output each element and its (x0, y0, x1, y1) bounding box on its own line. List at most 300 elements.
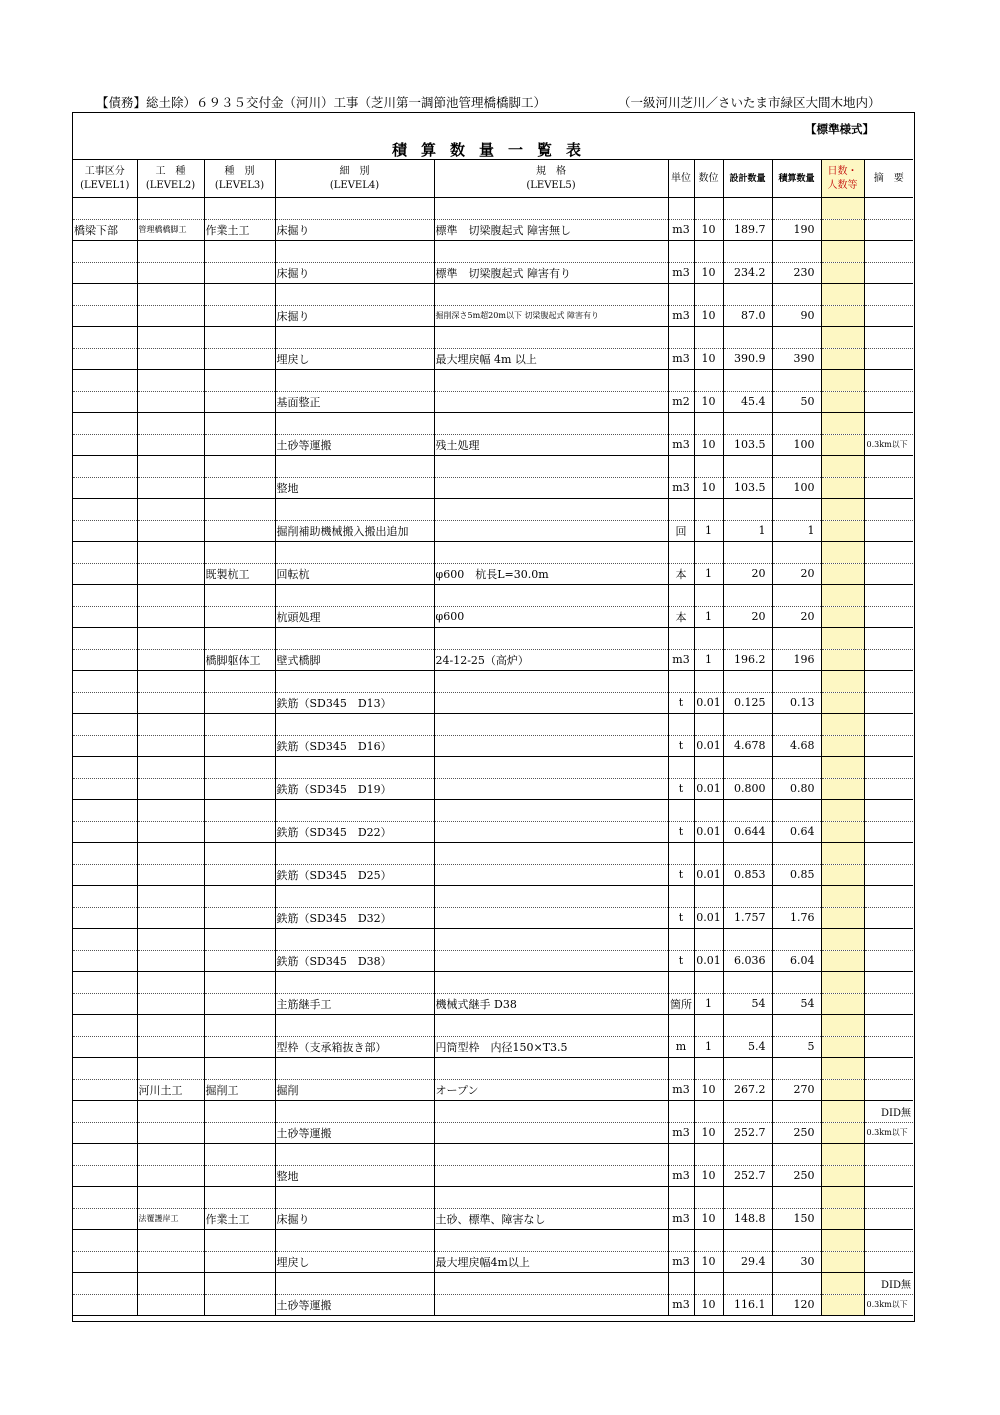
cell-l1 (73, 305, 137, 327)
cell-l5 (434, 692, 668, 714)
cell-empty (204, 800, 275, 822)
cell-l1 (73, 606, 137, 628)
cell-calc: 6.04 (772, 950, 821, 972)
table-row (73, 563, 913, 585)
table-row (73, 219, 913, 241)
cell-empty (73, 456, 137, 478)
cell-empty (723, 757, 772, 779)
cell-empty (434, 843, 668, 865)
table-row (73, 821, 913, 843)
cell-empty (204, 972, 275, 994)
cell-l3 (204, 1294, 275, 1316)
cell-empty (821, 972, 864, 994)
cell-empty (694, 671, 723, 693)
cell-empty (204, 714, 275, 736)
cell-l3 (204, 1122, 275, 1144)
cell-empty (668, 413, 694, 435)
cell-empty (137, 241, 204, 263)
cell-note (864, 993, 913, 1015)
cell-empty (821, 327, 864, 349)
spacer-row (73, 1101, 913, 1123)
cell-empty (821, 929, 864, 951)
cell-empty (434, 714, 668, 736)
cell-empty (275, 972, 434, 994)
col-level3-header: 種 別 (LEVEL3) (204, 160, 275, 198)
cell-empty (204, 929, 275, 951)
cell-unit: t (668, 907, 694, 929)
cell-days (821, 907, 864, 929)
cell-l4: 掘削 (275, 1079, 434, 1101)
spacer-row (73, 1058, 913, 1080)
cell-l2 (137, 864, 204, 886)
cell-days (821, 1165, 864, 1187)
cell-days (821, 1208, 864, 1230)
cell-unit: m3 (668, 434, 694, 456)
cell-l4: 鉄筋（SD345 D38） (275, 950, 434, 972)
cell-design: 148.8 (723, 1208, 772, 1230)
cell-digit: 10 (694, 477, 723, 499)
cell-empty (204, 1230, 275, 1252)
cell-empty (772, 241, 821, 263)
cell-l3 (204, 1036, 275, 1058)
cell-empty (864, 327, 913, 349)
cell-empty (73, 972, 137, 994)
cell-days (821, 606, 864, 628)
cell-l2 (137, 692, 204, 714)
cell-note (864, 391, 913, 413)
cell-l4 (275, 198, 434, 220)
cell-calc: 120 (772, 1294, 821, 1316)
cell-l5 (434, 391, 668, 413)
cell-empty (821, 1058, 864, 1080)
cell-note (864, 950, 913, 972)
cell-empty (275, 413, 434, 435)
cell-l3 (204, 520, 275, 542)
cell-l2 (137, 520, 204, 542)
cell-calc: 100 (772, 434, 821, 456)
cell-digit: 10 (694, 1165, 723, 1187)
col-level1-header: 工事区分 (LEVEL1) (73, 160, 137, 198)
spacer-row (73, 714, 913, 736)
cell-unit: t (668, 735, 694, 757)
cell-empty (694, 1101, 723, 1123)
cell-empty (137, 714, 204, 736)
cell-empty (772, 585, 821, 607)
spacer-row (73, 1230, 913, 1252)
spacer-row (73, 929, 913, 951)
cell-empty (434, 1144, 668, 1166)
cell-empty (723, 499, 772, 521)
cell-empty (821, 284, 864, 306)
cell-design: 6.036 (723, 950, 772, 972)
cell-design: 1 (723, 520, 772, 542)
cell-days (821, 649, 864, 671)
cell-empty (864, 1058, 913, 1080)
cell-empty (864, 241, 913, 263)
cell-digit: 0.01 (694, 778, 723, 800)
cell-unit: m3 (668, 219, 694, 241)
cell-l4: 鉄筋（SD345 D25） (275, 864, 434, 886)
cell-l1 (73, 391, 137, 413)
cell-empty (275, 1230, 434, 1252)
cell-empty (668, 1144, 694, 1166)
cell-design: 0.853 (723, 864, 772, 886)
cell-calc: 30 (772, 1251, 821, 1273)
cell-note (864, 649, 913, 671)
cell-empty (864, 757, 913, 779)
cell-digit: 0.01 (694, 864, 723, 886)
cell-empty (434, 542, 668, 564)
cell-empty (694, 800, 723, 822)
cell-empty (694, 929, 723, 951)
cell-unit: m3 (668, 348, 694, 370)
cell-l2 (137, 563, 204, 585)
cell-empty (694, 499, 723, 521)
cell-calc: 90 (772, 305, 821, 327)
cell-empty (668, 843, 694, 865)
cell-empty (821, 886, 864, 908)
table-row (73, 1294, 913, 1316)
cell-empty (434, 886, 668, 908)
cell-empty (772, 886, 821, 908)
cell-empty (73, 886, 137, 908)
spacer-row (73, 499, 913, 521)
table-row (73, 1122, 913, 1144)
cell-empty (137, 499, 204, 521)
cell-empty (864, 671, 913, 693)
cell-empty (275, 628, 434, 650)
cell-l4: 整地 (275, 1165, 434, 1187)
cell-note (864, 1165, 913, 1187)
cell-empty (864, 585, 913, 607)
cell-empty (73, 800, 137, 822)
cell-empty (434, 800, 668, 822)
cell-empty (772, 542, 821, 564)
cell-digit: 0.01 (694, 735, 723, 757)
cell-empty (772, 370, 821, 392)
cell-empty (772, 1015, 821, 1037)
cell-digit: 0.01 (694, 950, 723, 972)
cell-l1: 橋梁下部 (73, 219, 137, 241)
cell-l2 (137, 950, 204, 972)
cell-empty (772, 1101, 821, 1123)
cell-empty (137, 327, 204, 349)
cell-calc: 50 (772, 391, 821, 413)
cell-digit: 0.01 (694, 821, 723, 843)
cell-design: 252.7 (723, 1165, 772, 1187)
cell-l4: 鉄筋（SD345 D32） (275, 907, 434, 929)
cell-l3 (204, 993, 275, 1015)
cell-l4: 壁式橋脚 (275, 649, 434, 671)
cell-empty (73, 499, 137, 521)
cell-empty (864, 886, 913, 908)
cell-empty (204, 327, 275, 349)
cell-unit: m3 (668, 262, 694, 284)
table-row (73, 1165, 913, 1187)
cell-empty (434, 370, 668, 392)
cell-days (821, 198, 864, 220)
cell-l1 (73, 950, 137, 972)
cell-empty (204, 1144, 275, 1166)
cell-l4: 鉄筋（SD345 D16） (275, 735, 434, 757)
cell-calc: 190 (772, 219, 821, 241)
cell-empty (694, 585, 723, 607)
cell-note (864, 1208, 913, 1230)
cell-unit: 本 (668, 606, 694, 628)
cell-empty (137, 972, 204, 994)
cell-l2: 管理橋橋脚工 (137, 219, 204, 241)
cell-empty (434, 1273, 668, 1295)
cell-empty (694, 370, 723, 392)
cell-design: 1.757 (723, 907, 772, 929)
cell-empty (694, 714, 723, 736)
cell-empty (772, 1187, 821, 1209)
cell-note (864, 262, 913, 284)
cell-empty (694, 413, 723, 435)
cell-empty (73, 1101, 137, 1123)
style-label: 【標準様式】 (805, 122, 874, 136)
cell-empty (204, 585, 275, 607)
cell-empty (821, 456, 864, 478)
cell-unit: m3 (668, 649, 694, 671)
cell-empty (275, 585, 434, 607)
cell-empty (772, 456, 821, 478)
cell-empty (434, 972, 668, 994)
cell-empty (821, 241, 864, 263)
cell-empty (694, 542, 723, 564)
cell-empty (204, 1273, 275, 1295)
cell-design: 196.2 (723, 649, 772, 671)
cell-design: 20 (723, 563, 772, 585)
cell-digit: 10 (694, 1122, 723, 1144)
cell-empty (275, 1144, 434, 1166)
cell-empty (434, 1101, 668, 1123)
cell-empty (204, 1058, 275, 1080)
cell-design (723, 198, 772, 220)
cell-days (821, 950, 864, 972)
cell-empty (275, 671, 434, 693)
cell-l5 (434, 1165, 668, 1187)
cell-empty (723, 1273, 772, 1295)
cell-note (864, 1079, 913, 1101)
cell-calc: 5 (772, 1036, 821, 1058)
cell-l4: 床掘り (275, 305, 434, 327)
cell-digit: 10 (694, 1079, 723, 1101)
cell-empty (821, 843, 864, 865)
cell-empty (772, 1058, 821, 1080)
cell-days (821, 864, 864, 886)
spacer-row (73, 241, 913, 263)
cell-empty (694, 886, 723, 908)
cell-empty (137, 413, 204, 435)
cell-l3 (204, 434, 275, 456)
col-digit-header: 数位 (694, 160, 723, 198)
cell-empty (821, 585, 864, 607)
spacer-row (73, 757, 913, 779)
cell-l1 (73, 1036, 137, 1058)
cell-empty (772, 284, 821, 306)
cell-empty (137, 456, 204, 478)
table-row (73, 606, 913, 628)
cell-empty (275, 1015, 434, 1037)
cell-empty (668, 972, 694, 994)
cell-empty (434, 585, 668, 607)
cell-empty (73, 370, 137, 392)
cell-digit: 0.01 (694, 907, 723, 929)
cell-design: 390.9 (723, 348, 772, 370)
cell-calc: 196 (772, 649, 821, 671)
cell-days (821, 1294, 864, 1316)
cell-days (821, 692, 864, 714)
cell-empty (275, 241, 434, 263)
cell-empty (137, 1273, 204, 1295)
cell-design: 252.7 (723, 1122, 772, 1144)
spacer-row (73, 1144, 913, 1166)
cell-days (821, 993, 864, 1015)
cell-digit: 10 (694, 1208, 723, 1230)
cell-calc: 1.76 (772, 907, 821, 929)
cell-empty (204, 671, 275, 693)
cell-empty (821, 628, 864, 650)
cell-note (864, 735, 913, 757)
cell-empty (73, 1058, 137, 1080)
cell-l3: 既製杭工 (204, 563, 275, 585)
cell-empty (434, 1230, 668, 1252)
cell-l5: 24-12-25（高炉） (434, 649, 668, 671)
cell-l4: 鉄筋（SD345 D22） (275, 821, 434, 843)
spacer-row (73, 542, 913, 564)
cell-calc: 1 (772, 520, 821, 542)
cell-empty (204, 757, 275, 779)
cell-empty (434, 671, 668, 693)
cell-empty (137, 1230, 204, 1252)
cell-empty (73, 1144, 137, 1166)
cell-empty (275, 1273, 434, 1295)
cell-l2 (137, 606, 204, 628)
cell-empty (434, 1187, 668, 1209)
cell-l3: 掘削工 (204, 1079, 275, 1101)
cell-unit: t (668, 950, 694, 972)
cell-empty (668, 886, 694, 908)
cell-empty (73, 714, 137, 736)
table-row (73, 778, 913, 800)
cell-l4: 主筋継手工 (275, 993, 434, 1015)
cell-l2 (137, 649, 204, 671)
cell-empty (275, 1187, 434, 1209)
col-days-header: 日数・ 人数等 (821, 160, 864, 198)
cell-empty (864, 542, 913, 564)
cell-l3: 作業土工 (204, 219, 275, 241)
col-level2-header: 工 種 (LEVEL2) (137, 160, 204, 198)
cell-note (864, 1036, 913, 1058)
quantity-table (73, 159, 913, 1316)
cell-empty (694, 972, 723, 994)
cell-empty (772, 327, 821, 349)
cell-empty (821, 1101, 864, 1123)
sheet-title: 積算数量一覧表 (391, 141, 595, 159)
cell-unit (668, 198, 694, 220)
cell-empty (694, 284, 723, 306)
cell-note (864, 219, 913, 241)
cell-empty (772, 800, 821, 822)
cell-l2: 法覆護岸工 (137, 1208, 204, 1230)
cell-l3 (204, 735, 275, 757)
cell-empty (137, 886, 204, 908)
col-design-qty-header: 設計数量 (723, 160, 772, 198)
cell-empty (137, 370, 204, 392)
cell-empty (723, 929, 772, 951)
table-row (73, 391, 913, 413)
cell-empty (772, 972, 821, 994)
spacer-row (73, 327, 913, 349)
cell-design: 0.644 (723, 821, 772, 843)
spacer-row (73, 413, 913, 435)
cell-empty (668, 1058, 694, 1080)
cell-unit: m3 (668, 1208, 694, 1230)
cell-empty (772, 929, 821, 951)
cell-empty (137, 1015, 204, 1037)
cell-empty (434, 456, 668, 478)
cell-l1 (73, 520, 137, 542)
cell-digit: 10 (694, 391, 723, 413)
cell-note (864, 477, 913, 499)
cell-empty (723, 886, 772, 908)
cell-l5: φ600 (434, 606, 668, 628)
cell-design: 5.4 (723, 1036, 772, 1058)
cell-empty (668, 585, 694, 607)
cell-l2 (137, 1036, 204, 1058)
cell-empty (694, 327, 723, 349)
cell-empty (73, 757, 137, 779)
cell-calc: 250 (772, 1122, 821, 1144)
spacer-row (73, 370, 913, 392)
cell-l2 (137, 1122, 204, 1144)
cell-empty (73, 413, 137, 435)
cell-l4: 埋戻し (275, 1251, 434, 1273)
cell-l5 (434, 477, 668, 499)
cell-empty (137, 1058, 204, 1080)
cell-empty (723, 327, 772, 349)
cell-note: 0.3km以下 (864, 434, 913, 456)
cell-digit: 10 (694, 262, 723, 284)
cell-note (864, 821, 913, 843)
cell-l1 (73, 348, 137, 370)
cell-empty (275, 327, 434, 349)
cell-l3 (204, 821, 275, 843)
cell-empty (73, 542, 137, 564)
cell-empty (275, 929, 434, 951)
cell-l1 (73, 563, 137, 585)
cell-empty (137, 671, 204, 693)
cell-empty (821, 1144, 864, 1166)
cell-subnote: DID無 (864, 1101, 913, 1123)
cell-note (864, 907, 913, 929)
cell-l5: 最大埋戻幅4m以上 (434, 1251, 668, 1273)
cell-empty (73, 929, 137, 951)
cell-empty (772, 714, 821, 736)
cell-empty (204, 284, 275, 306)
cell-empty (864, 370, 913, 392)
cell-l4: 基面整正 (275, 391, 434, 413)
cell-note (864, 864, 913, 886)
table-row (73, 993, 913, 1015)
cell-l3: 橋脚躯体工 (204, 649, 275, 671)
cell-l3: 作業土工 (204, 1208, 275, 1230)
cell-days (821, 262, 864, 284)
cell-empty (864, 456, 913, 478)
cell-empty (821, 1015, 864, 1037)
cell-unit: t (668, 778, 694, 800)
